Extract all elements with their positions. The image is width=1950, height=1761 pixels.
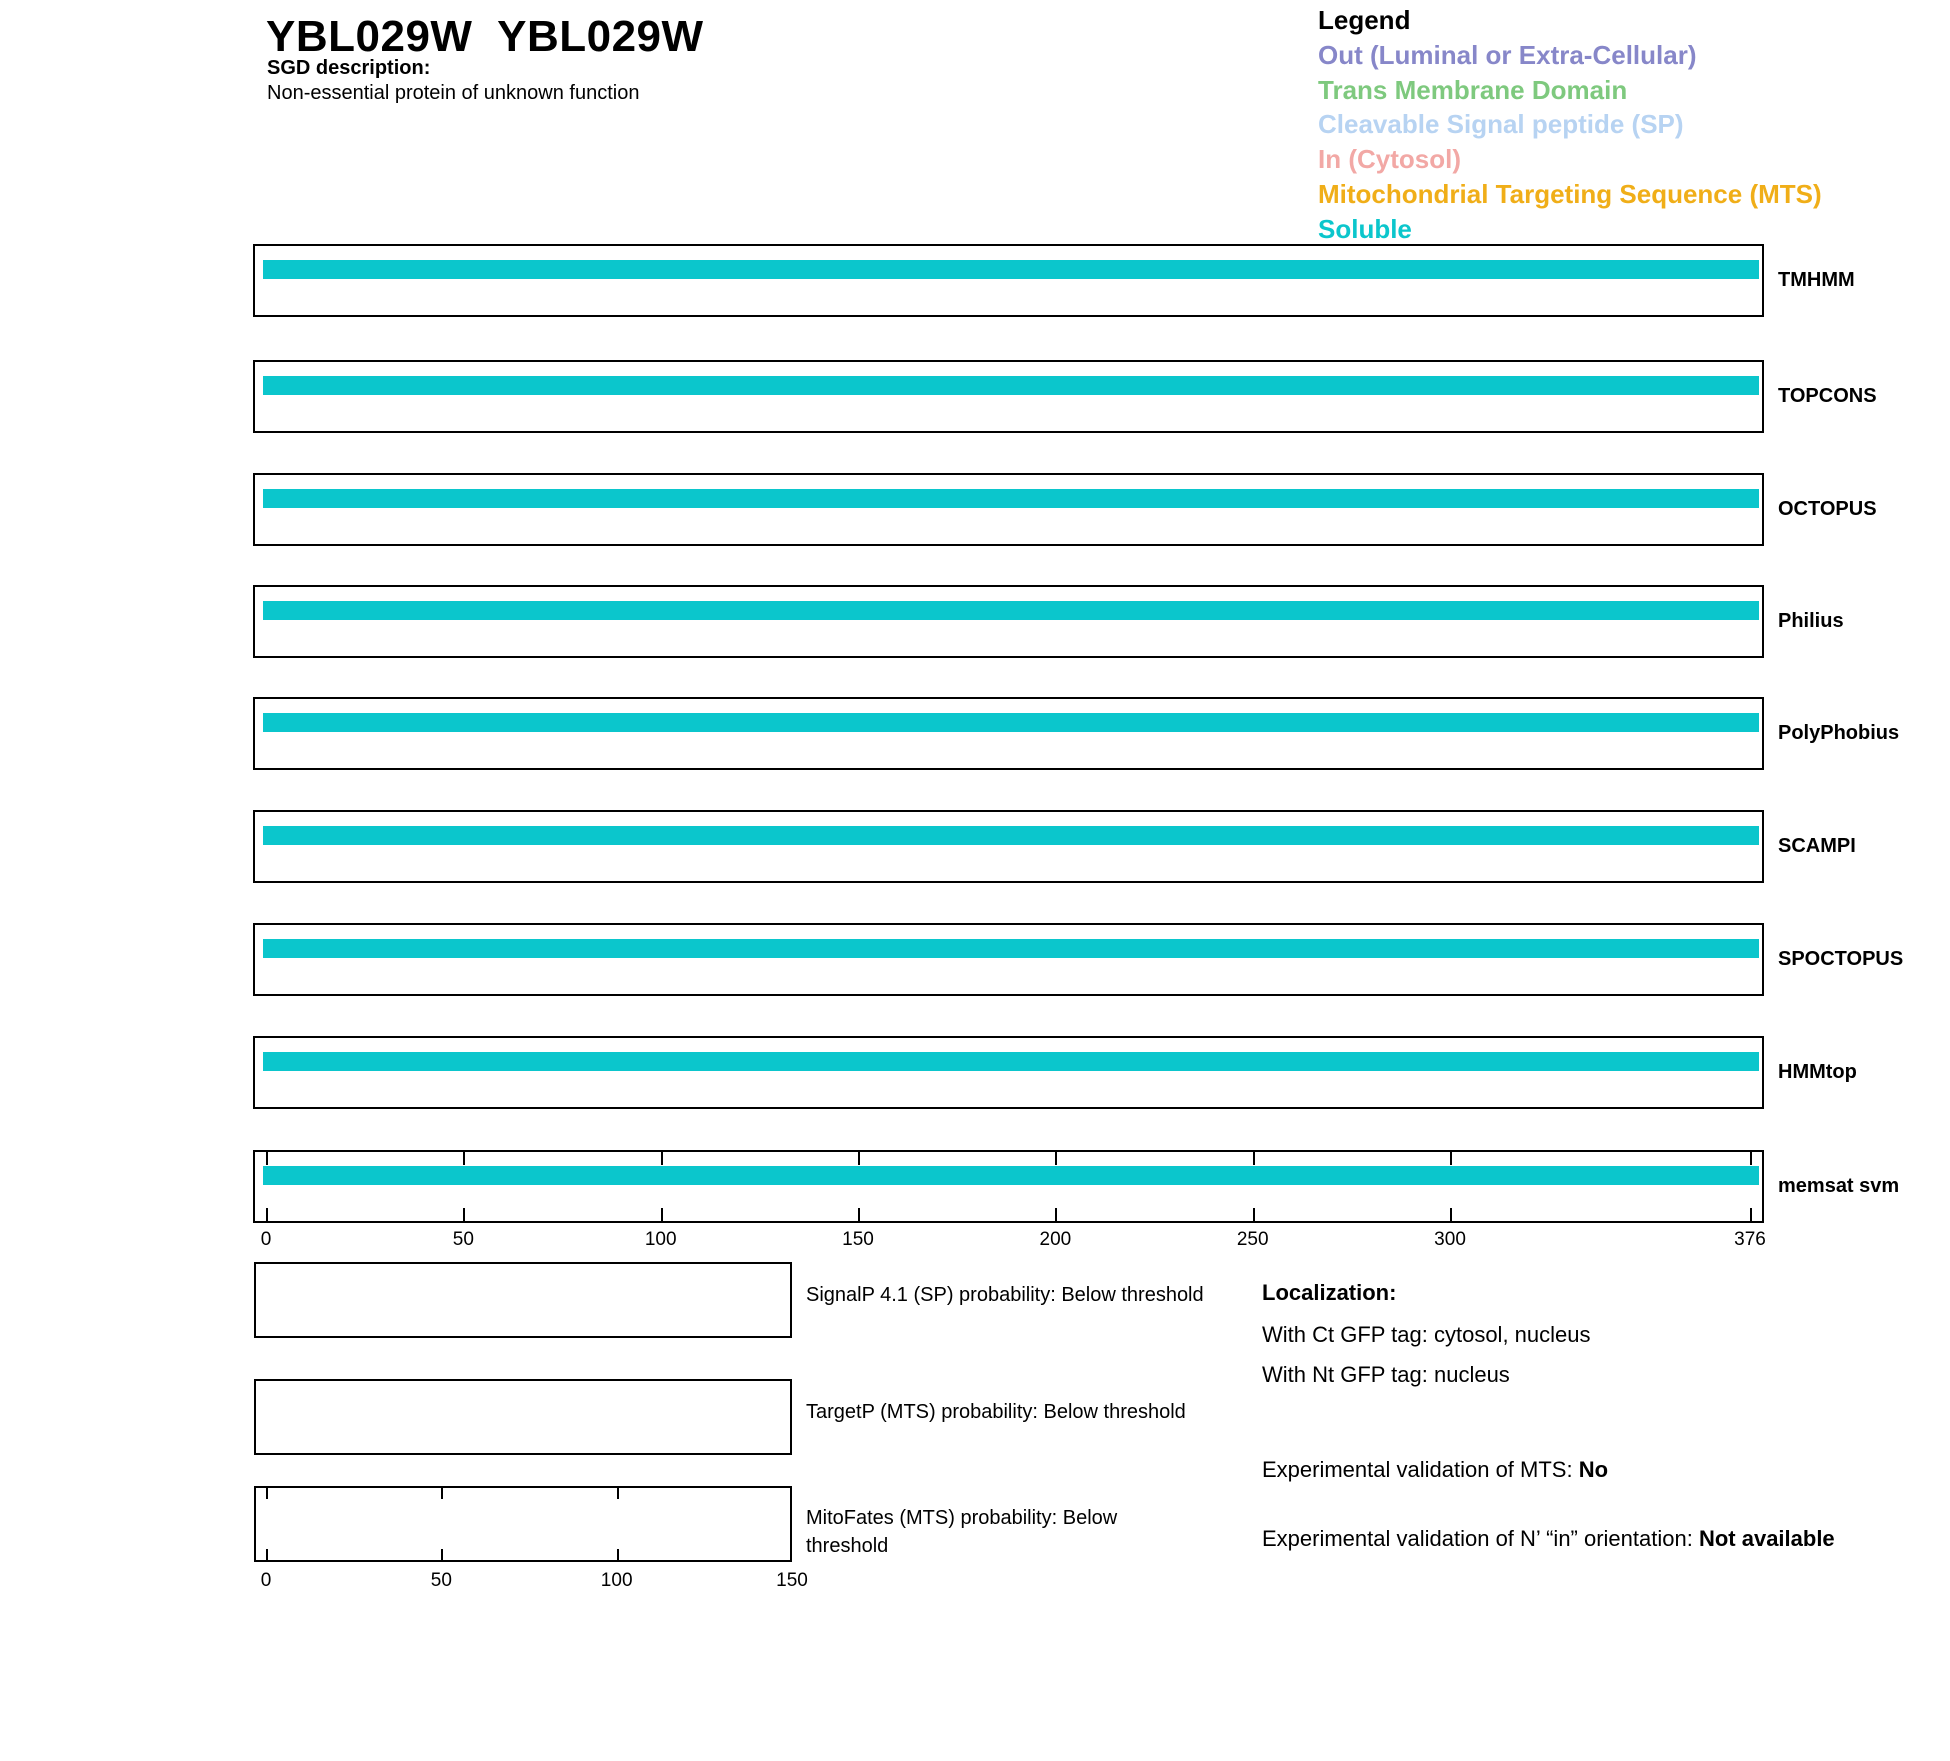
- mitofates-axis-label: 50: [430, 1570, 452, 1591]
- page-title: YBL029W YBL029W: [266, 12, 704, 61]
- axis-tick-label: 300: [1434, 1229, 1466, 1250]
- axis-tick: [266, 1488, 268, 1499]
- track-box-memsat-svm: [253, 1150, 1764, 1223]
- track-label-polyphobius: PolyPhobius: [1778, 722, 1900, 744]
- track-label-philius: Philius: [1778, 610, 1844, 632]
- axis-tick-label: 200: [1039, 1229, 1072, 1250]
- axis-tick: [1750, 1208, 1752, 1221]
- orientation-validation-value: Not available: [1698, 1526, 1835, 1551]
- prediction-bar-tmhmm: [263, 260, 1759, 279]
- axis-tick-label: 0: [260, 1229, 272, 1250]
- legend-item-soluble: Soluble: [1318, 214, 1412, 244]
- track-label-spoctopus: SPOCTOPUS: [1778, 948, 1904, 970]
- prediction-bar-topcons: [263, 376, 1759, 395]
- track-box-octopus: [253, 473, 1764, 546]
- axis-tick: [661, 1152, 663, 1165]
- track-label-octopus: OCTOPUS: [1778, 498, 1877, 520]
- prediction-bar-hmmtop: [263, 1052, 1759, 1071]
- mitofates-axis-label: 0: [260, 1570, 272, 1591]
- probability-box-targetp-mts-: [254, 1379, 792, 1455]
- track-label-memsat-svm: memsat svm: [1778, 1175, 1900, 1197]
- mts-validation-line: [1262, 1457, 1608, 1483]
- prediction-bar-octopus: [263, 489, 1759, 508]
- axis-tick: [858, 1152, 860, 1165]
- axis-tick: [463, 1152, 465, 1165]
- axis-tick: [266, 1549, 268, 1560]
- track-box-tmhmm: [253, 244, 1764, 317]
- prediction-bar-memsat-svm: [263, 1166, 1759, 1185]
- axis-tick: [266, 1152, 268, 1165]
- axis-tick: [1253, 1152, 1255, 1165]
- mitofates-axis-label: 150: [776, 1570, 808, 1591]
- axis-tick: [1253, 1208, 1255, 1221]
- legend-title: Legend: [1318, 5, 1411, 35]
- probability-label-signalp-4-1-sp-: SignalP 4.1 (SP) probability: Below threshold: [806, 1284, 1204, 1306]
- track-label-topcons: TOPCONS: [1778, 385, 1877, 407]
- orientation-validation-text: Experimental validation of N’ “in” orientation:: [1262, 1526, 1699, 1551]
- mts-validation-value: No: [1578, 1457, 1609, 1482]
- legend-item-cleavable: Cleavable Signal peptide (SP): [1318, 109, 1684, 139]
- probability-label-targetp-mts-: TargetP (MTS) probability: Below threshold: [806, 1401, 1186, 1423]
- axis-tick-label: 100: [644, 1229, 677, 1250]
- track-box-spoctopus: [253, 923, 1764, 996]
- prediction-bar-scampi: [263, 826, 1759, 845]
- prediction-bar-polyphobius: [263, 713, 1759, 732]
- axis-tick: [617, 1488, 619, 1499]
- axis-tick-label: 150: [842, 1229, 874, 1250]
- axis-tick: [617, 1549, 619, 1560]
- axis-tick: [1450, 1208, 1452, 1221]
- mitofates-axis-label: 100: [600, 1570, 633, 1591]
- mts-validation-text: Experimental validation of MTS:: [1262, 1457, 1579, 1482]
- probability-box-signalp-4-1-sp-: [254, 1262, 792, 1338]
- track-box-hmmtop: [253, 1036, 1764, 1109]
- axis-tick: [858, 1208, 860, 1221]
- axis-tick: [661, 1208, 663, 1221]
- sgd-description-label: SGD description:: [267, 57, 431, 79]
- axis-tick: [441, 1549, 443, 1560]
- track-box-scampi: [253, 810, 1764, 883]
- axis-tick: [1450, 1152, 1452, 1165]
- legend-item-trans: Trans Membrane Domain: [1318, 75, 1628, 105]
- track-label-tmhmm: TMHMM: [1778, 269, 1855, 291]
- axis-tick: [441, 1488, 443, 1499]
- prediction-bar-spoctopus: [263, 939, 1759, 958]
- axis-tick-label: 376: [1734, 1229, 1766, 1250]
- localization-nt-line: With Nt GFP tag: nucleus: [1262, 1362, 1510, 1387]
- axis-tick: [266, 1208, 268, 1221]
- sgd-description-text: Non-essential protein of unknown function: [267, 82, 640, 104]
- probability-label-mitofates-mts-: MitoFates (MTS) probability: Below threshold: [806, 1507, 1118, 1557]
- localization-title: Localization:: [1262, 1280, 1397, 1305]
- legend-item-out: Out (Luminal or Extra-Cellular): [1318, 40, 1697, 70]
- track-box-philius: [253, 585, 1764, 658]
- axis-tick: [1055, 1152, 1057, 1165]
- localization-ct-line: With Ct GFP tag: cytosol, nucleus: [1262, 1322, 1591, 1347]
- legend-item-in: In (Cytosol): [1318, 144, 1461, 174]
- axis-tick-label: 250: [1236, 1229, 1269, 1250]
- axis-tick-label: 50: [452, 1229, 474, 1250]
- track-box-polyphobius: [253, 697, 1764, 770]
- track-box-topcons: [253, 360, 1764, 433]
- track-label-hmmtop: HMMtop: [1778, 1061, 1857, 1083]
- prediction-bar-philius: [263, 601, 1759, 620]
- axis-tick: [1750, 1152, 1752, 1165]
- axis-tick: [1055, 1208, 1057, 1221]
- axis-tick: [463, 1208, 465, 1221]
- track-label-scampi: SCAMPI: [1778, 835, 1856, 857]
- probability-box-mitofates-mts-: [254, 1486, 792, 1562]
- orientation-validation-line: [1262, 1522, 1842, 1555]
- legend-item-mitochondrial: Mitochondrial Targeting Sequence (MTS): [1318, 179, 1822, 209]
